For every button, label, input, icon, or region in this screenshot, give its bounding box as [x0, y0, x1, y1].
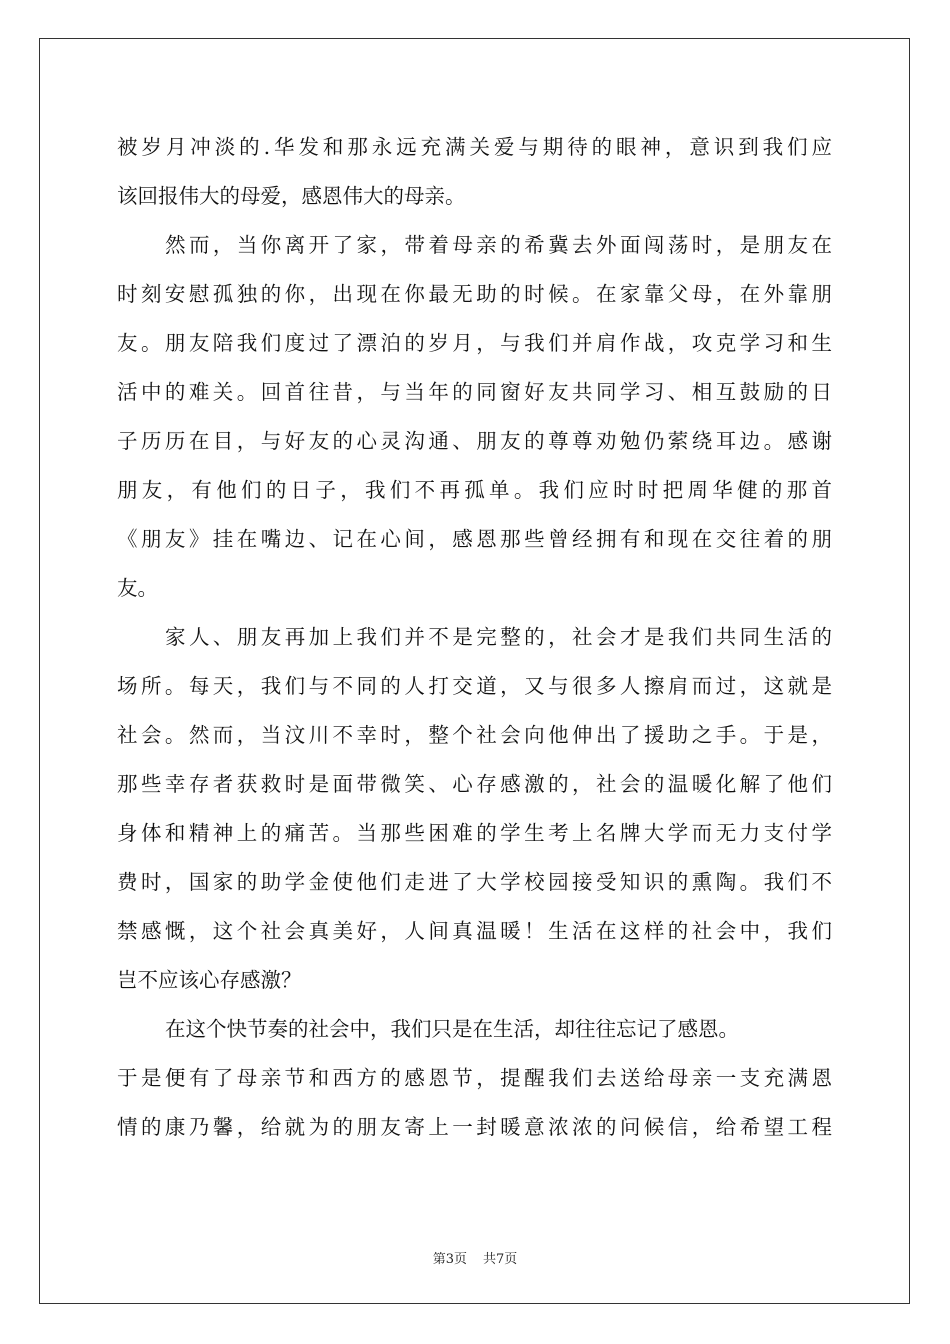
text-line: 那些幸存者获救时是面带微笑、心存感激的，社会的温暖化解了他们 [117, 772, 832, 796]
text-line: 场所。每天，我们与不同的人打交道，又与很多人擦肩而过，这就是 [117, 674, 832, 698]
text-line: 朋友，有他们的日子，我们不再孤单。我们应时时把周华健的那首 [117, 478, 832, 502]
text-line: 身体和精神上的痛苦。当那些困难的学生考上名牌大学而无力支付学 [117, 821, 832, 845]
text-line: 费时，国家的助学金使他们走进了大学校园接受知识的熏陶。我们不 [117, 870, 832, 894]
text-line: 友。 [117, 576, 158, 600]
text-line: 《朋友》挂在嘴边、记在心间，感恩那些曾经拥有和现在交往着的朋 [117, 527, 832, 551]
document-body [117, 123, 832, 1152]
page-footer [0, 1248, 950, 1267]
text-line: 活中的难关。回首往昔，与当年的同窗好友共同学习、相互鼓励的日 [117, 380, 832, 404]
page-total: 共7页 [483, 1252, 518, 1267]
text-line: 禁感慨，这个社会真美好，人间真温暖！生活在这样的社会中，我们 [117, 919, 832, 943]
text-line: 于是便有了母亲节和西方的感恩节，提醒我们去送给母亲一支充满恩 [117, 1066, 832, 1090]
text-line: 社会。然而，当汶川不幸时，整个社会向他伸出了援助之手。于是， [117, 723, 832, 747]
paragraph-start-line: 然而，当你离开了家，带着母亲的希冀去外面闯荡时，是朋友在 [165, 233, 832, 257]
text-line: 岂不应该心存感激？ [117, 968, 302, 992]
text-line: 情的康乃馨，给就为的朋友寄上一封暖意浓浓的问候信，给希望工程 [117, 1115, 832, 1139]
page-number: 第3页 [432, 1252, 467, 1267]
text-line: 子历历在目，与好友的心灵沟通、朋友的尊尊劝勉仍萦绕耳边。感谢 [117, 429, 832, 453]
text-line: 友。朋友陪我们度过了漂泊的岁月，与我们并肩作战，攻克学习和生 [117, 331, 832, 355]
paragraph-start-line: 在这个快节奏的社会中，我们只是在生活，却往往忘记了感恩。 [165, 1017, 739, 1041]
text-line: 被岁月冲淡的.华发和那永远充满关爱与期待的眼神，意识到我们应 [117, 135, 832, 159]
text-line: 时刻安慰孤独的你，出现在你最无助的时候。在家靠父母，在外靠朋 [117, 282, 832, 306]
text-line: 该回报伟大的母爱，感恩伟大的母亲。 [117, 184, 466, 208]
paragraph-start-line: 家人、朋友再加上我们并不是完整的，社会才是我们共同生活的 [165, 625, 832, 649]
